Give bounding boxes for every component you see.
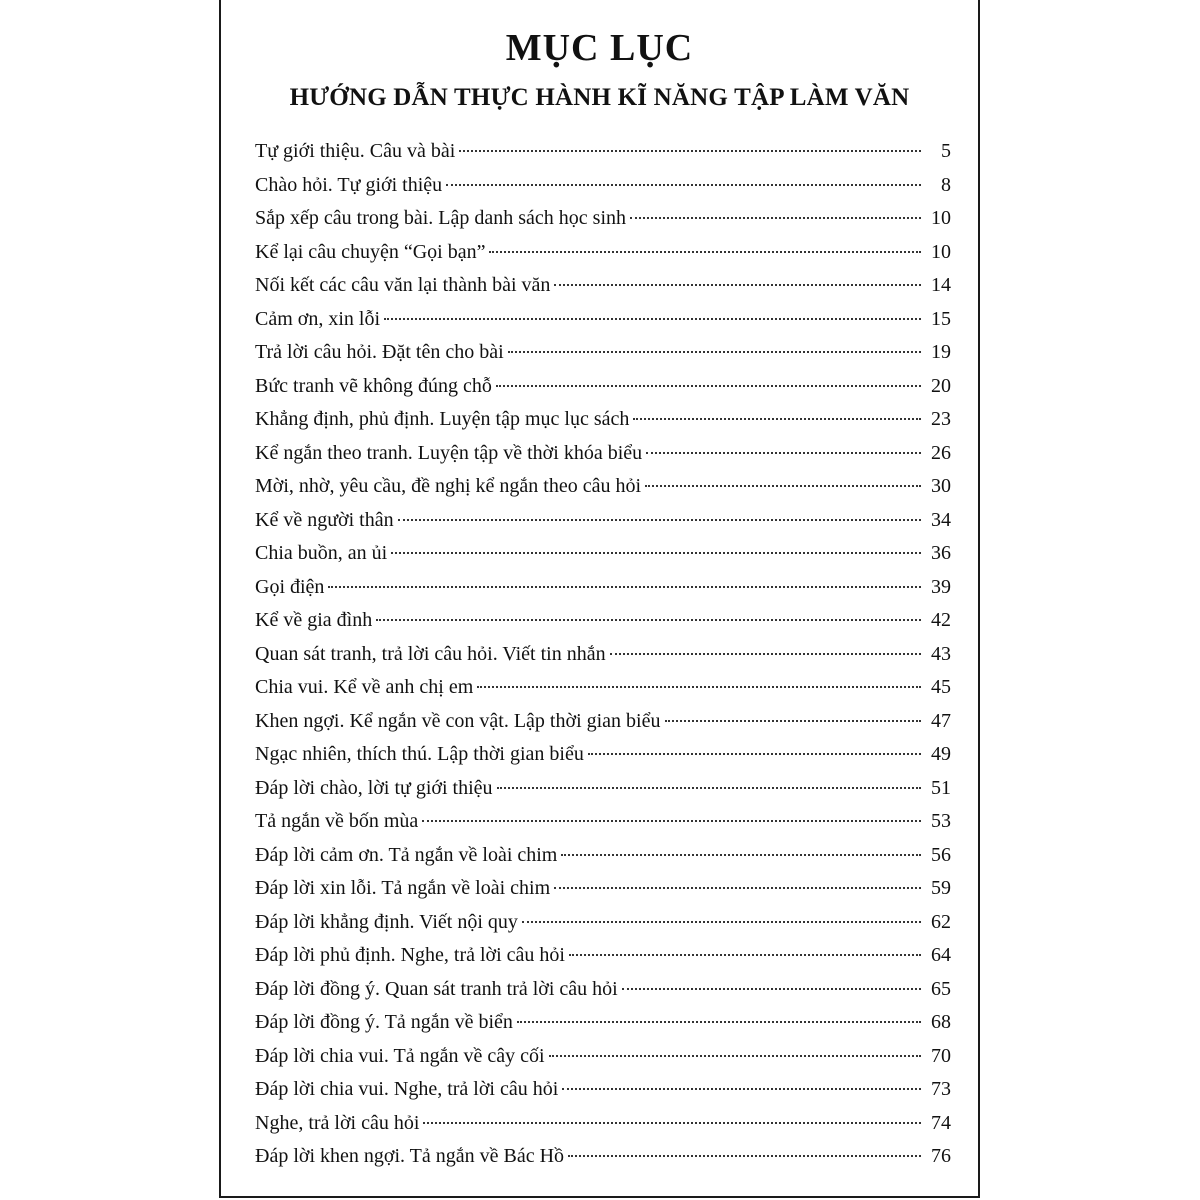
toc-entry-page-number: 19 (931, 341, 951, 363)
toc-entry-label: Nghe, trả lời câu hỏi (255, 1111, 420, 1134)
toc-entry-page-number: 51 (931, 776, 951, 799)
toc-dot-leader (422, 820, 921, 822)
toc-entry (255, 1042, 951, 1076)
toc-dot-leader (646, 452, 921, 454)
toc-entry-page-number: 59 (931, 877, 951, 899)
toc-entry-page-number: 10 (931, 240, 951, 263)
toc-entry (255, 774, 951, 808)
toc-entry-label: Đáp lời cảm ơn. Tả ngắn về loài chim (255, 843, 558, 866)
toc-entry-page-number: 42 (931, 609, 951, 631)
toc-entry-label: Bức tranh vẽ không đúng chỗ (255, 374, 492, 397)
toc-entry (255, 740, 951, 774)
toc-entry (255, 1075, 951, 1109)
toc-dot-leader (522, 921, 921, 923)
toc-dot-leader (477, 686, 921, 688)
toc-dot-leader (376, 619, 921, 621)
toc-entry (255, 1008, 951, 1042)
toc-entry (255, 1109, 951, 1143)
toc-entry-page-number: 30 (931, 475, 951, 497)
toc-entry-page-number: 14 (931, 274, 951, 296)
toc-entry-label: Khẳng định, phủ định. Luyện tập mục lục sách (255, 408, 630, 430)
toc-entry-label: Quan sát tranh, trả lời câu hỏi. Viết tin nhắn (255, 642, 606, 665)
toc-entry (255, 640, 951, 674)
toc-entry-page-number: 74 (931, 1111, 951, 1134)
toc-entry-label: Nối kết các câu văn lại thành bài văn (255, 274, 551, 296)
book-page (219, 0, 980, 1198)
toc-dot-leader (645, 485, 921, 487)
toc-dot-leader (517, 1021, 921, 1023)
toc-entry (255, 372, 951, 406)
toc-dot-leader (508, 351, 921, 353)
toc-dot-leader (391, 552, 921, 554)
toc-entry-label: Đáp lời khẳng định. Viết nội quy (255, 910, 518, 933)
toc-dot-leader (549, 1055, 921, 1057)
toc-entry (255, 573, 951, 607)
table-of-contents (255, 137, 951, 1176)
toc-entry-page-number: 56 (931, 843, 951, 866)
toc-dot-leader (588, 753, 921, 755)
toc-dot-leader (568, 1155, 921, 1157)
toc-entry-label: Kể ngắn theo tranh. Luyện tập về thời khóa biểu (255, 441, 643, 464)
toc-entry (255, 807, 951, 841)
toc-dot-leader (459, 150, 921, 152)
toc-entry-page-number: 65 (931, 977, 951, 1000)
toc-entry-page-number: 73 (931, 1078, 951, 1100)
toc-entry (255, 338, 951, 372)
toc-entry (255, 472, 951, 506)
toc-entry-page-number: 49 (931, 743, 951, 765)
toc-dot-leader (562, 1088, 921, 1090)
toc-entry (255, 975, 951, 1009)
toc-dot-leader (497, 787, 921, 789)
toc-entry-label: Ngạc nhiên, thích thú. Lập thời gian biểu (255, 743, 584, 765)
toc-entry-label: Đáp lời chia vui. Tả ngắn về cây cối (255, 1044, 545, 1067)
toc-entry-label: Đáp lời chia vui. Nghe, trả lời câu hỏi (255, 1078, 559, 1100)
toc-entry-label: Kể lại câu chuyện “Gọi bạn” (255, 240, 486, 263)
toc-entry-label: Chia vui. Kể về anh chị em (255, 676, 474, 698)
toc-entry-page-number: 62 (931, 910, 951, 933)
toc-entry-label: Mời, nhờ, yêu cầu, đề nghị kể ngắn theo câu hỏi (255, 475, 642, 497)
toc-entry-label: Đáp lời khen ngợi. Tả ngắn về Bác Hồ (255, 1145, 565, 1167)
toc-entry (255, 405, 951, 439)
toc-entry (255, 171, 951, 205)
toc-entry-page-number: 15 (931, 307, 951, 330)
toc-entry-label: Đáp lời đồng ý. Tả ngắn về biển (255, 1011, 513, 1033)
toc-entry-page-number: 10 (931, 207, 951, 229)
toc-entry (255, 506, 951, 540)
toc-dot-leader (384, 318, 921, 320)
toc-entry-page-number: 53 (931, 810, 951, 832)
toc-dot-leader (496, 385, 921, 387)
toc-entry (255, 673, 951, 707)
toc-entry-label: Kể về gia đình (255, 609, 373, 631)
toc-entry-page-number: 39 (931, 575, 951, 598)
toc-dot-leader (665, 720, 922, 722)
toc-entry (255, 908, 951, 942)
toc-entry (255, 874, 951, 908)
toc-entry (255, 238, 951, 272)
toc-entry-label: Đáp lời phủ định. Nghe, trả lời câu hỏi (255, 944, 565, 966)
page-title: MỤC LỤC (505, 27, 694, 69)
toc-entry-page-number: 23 (931, 408, 951, 430)
toc-entry (255, 305, 951, 339)
toc-entry (255, 606, 951, 640)
toc-dot-leader (423, 1122, 921, 1124)
toc-dot-leader (398, 519, 921, 521)
toc-dot-leader (610, 653, 921, 655)
toc-entry-label: Cảm ơn, xin lỗi (255, 307, 381, 330)
toc-entry-label: Đáp lời xin lỗi. Tả ngắn về loài chim (255, 877, 551, 899)
toc-dot-leader (328, 586, 921, 588)
toc-entry-page-number: 45 (931, 676, 951, 698)
page-subtitle: HƯỚNG DẪN THỰC HÀNH KĨ NĂNG TẬP LÀM VĂN (289, 84, 910, 111)
toc-entry-page-number: 68 (931, 1011, 951, 1033)
toc-entry (255, 137, 951, 171)
toc-entry-page-number: 20 (931, 374, 951, 397)
toc-entry-label: Đáp lời chào, lời tự giới thiệu (255, 776, 493, 799)
toc-dot-leader (554, 887, 921, 889)
toc-entry-label: Sắp xếp câu trong bài. Lập danh sách học sinh (255, 207, 627, 229)
toc-entry (255, 271, 951, 305)
toc-entry-label: Chia buồn, an ủi (255, 542, 388, 564)
toc-entry-page-number: 70 (931, 1044, 951, 1067)
toc-entry-label: Kể về người thân (255, 508, 394, 531)
toc-entry-page-number: 5 (941, 140, 951, 162)
toc-entry-page-number: 43 (931, 642, 951, 665)
toc-entry (255, 539, 951, 573)
toc-dot-leader (569, 954, 921, 956)
toc-dot-leader (489, 251, 921, 253)
toc-entry-label: Tự giới thiệu. Câu và bài (255, 140, 456, 162)
toc-entry-label: Trả lời câu hỏi. Đặt tên cho bài (255, 341, 504, 363)
toc-entry-page-number: 36 (931, 542, 951, 564)
toc-entry-page-number: 26 (931, 441, 951, 464)
toc-dot-leader (561, 854, 921, 856)
toc-entry-page-number: 76 (931, 1145, 951, 1167)
toc-entry (255, 941, 951, 975)
toc-entry-label: Tả ngắn về bốn mùa (255, 810, 419, 832)
toc-entry-page-number: 64 (931, 944, 951, 966)
toc-entry-label: Đáp lời đồng ý. Quan sát tranh trả lời câu hỏi (255, 977, 618, 1000)
toc-dot-leader (554, 284, 921, 286)
toc-entry (255, 439, 951, 473)
toc-dot-leader (630, 217, 921, 219)
toc-entry-label: Khen ngợi. Kể ngắn về con vật. Lập thời gian biểu (255, 709, 661, 732)
toc-entry-page-number: 8 (941, 173, 951, 196)
toc-entry (255, 204, 951, 238)
toc-entry-label: Chào hỏi. Tự giới thiệu (255, 173, 443, 196)
toc-entry-page-number: 34 (931, 508, 951, 531)
toc-entry (255, 841, 951, 875)
toc-entry-label: Gọi điện (255, 575, 325, 598)
toc-entry (255, 707, 951, 741)
toc-entry-page-number: 47 (931, 709, 951, 732)
toc-entry (255, 1142, 951, 1176)
toc-dot-leader (446, 184, 921, 186)
toc-dot-leader (622, 988, 921, 990)
toc-dot-leader (633, 418, 921, 420)
